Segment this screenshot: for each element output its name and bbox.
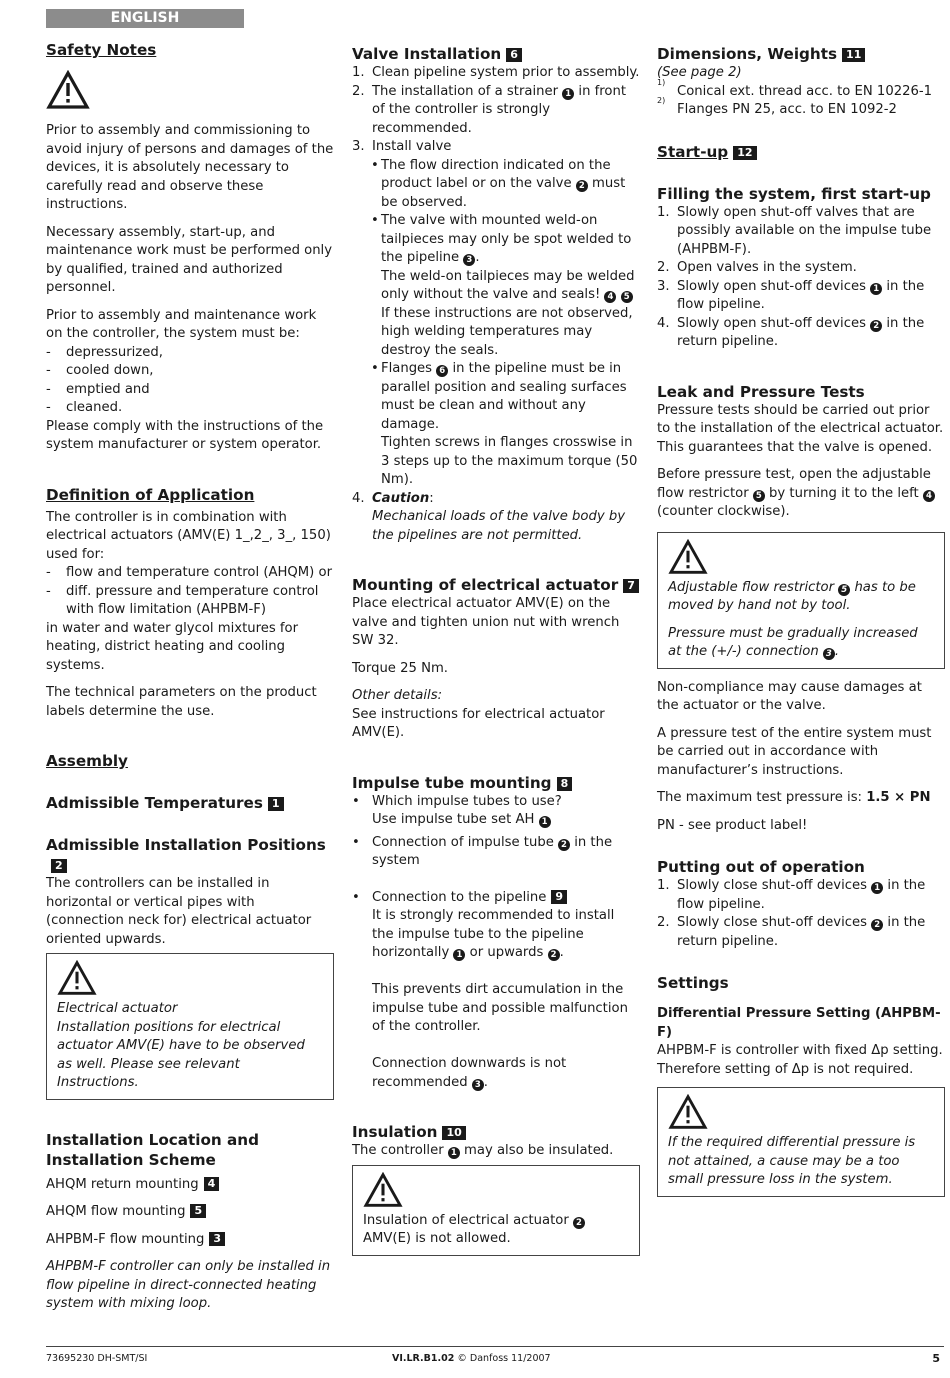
warning-icon [668, 539, 708, 575]
impulse-tube-heading: Impulse tube mounting 8 [352, 773, 640, 793]
callout-1: 1 [871, 882, 883, 894]
list-item: - depressurized, [46, 344, 163, 360]
safety-paragraph-1: Prior to assembly and commissioning to avoid injury of persons and damages of the devices, it is absolutely necessary to carefully read and observe these instructions. [46, 123, 334, 212]
figure-number: 9 [551, 890, 567, 904]
callout-1: 1 [562, 88, 574, 100]
temperatures-heading: Admissible Temperatures 1 [46, 793, 334, 813]
callout-5: 5 [753, 490, 765, 502]
list-item: 4. Slowly open shut-off devices 2 in the return pipeline. [657, 315, 925, 349]
impulse-list [352, 793, 640, 1093]
figure-number: 4 [204, 1177, 220, 1191]
mounting-paragraph-1: Place electrical actuator AMV(E) on the valve and tighten union nut with wrench SW 32. [352, 596, 620, 648]
filling-heading: Filling the system, first start-up [657, 184, 931, 203]
leak-warning-line-2: Pressure must be gradually increased at the (+/-) connection 3 . [668, 625, 918, 659]
list-item: - cleaned. [46, 400, 123, 415]
mounting-other-label: Other details: [352, 688, 443, 703]
callout-6: 6 [436, 365, 448, 377]
warning-icon [668, 1094, 708, 1130]
insulation-heading: Insulation 10 [352, 1122, 640, 1142]
dp-setting-paragraph: AHPBM-F is controller with fixed Δp setting. Therefore setting of Δp is not required. [657, 1043, 943, 1077]
leak-warning-line-1: Adjustable flow restrictor 5 has to be moved by hand not by tool. [668, 579, 916, 613]
positions-heading: Admissible Installation Positions2 [46, 836, 326, 872]
figure-number: 5 [190, 1204, 206, 1218]
assembly-heading: Assembly [46, 752, 128, 770]
positions-warning-box [46, 953, 334, 1100]
mounting-actuator-heading: Mounting of electrical actuator 7 [352, 575, 640, 595]
list-item: - diff. pressure and temperature control with flow limitation (AHPBM-F) [46, 583, 319, 617]
safety-paragraph-2: Necessary assembly, start-up, and maintenance work must be performed only by qualified, trained and authorized personnel. [46, 224, 333, 295]
list-item: 2. Slowly close shut-off devices 2 in the return pipeline. [657, 915, 926, 949]
list-item: 1. Slowly close shut-off devices 1 in the flow pipeline. [657, 878, 926, 912]
column-3 [657, 40, 945, 1197]
definition-heading: Definition of Application [46, 485, 255, 504]
callout-2: 2 [548, 949, 560, 961]
list-item: • Connection of impulse tube 2 in the system [352, 834, 613, 868]
callout-5: 5 [838, 584, 850, 596]
footer-doc-code: 73695230 DH-SMT/SI [46, 1353, 148, 1364]
footer-divider [46, 1346, 944, 1347]
location-heading: Installation Location and Installation Scheme [46, 1130, 259, 1169]
warning-icon [57, 960, 97, 996]
leak-paragraph-6: PN - see product label! [657, 817, 808, 833]
positions-paragraph: The controllers can be installed in horizontal or vertical pipes with (connection neck for) electrical actuator oriented upwards. [46, 876, 312, 947]
dimensions-note-1: 1) Conical ext. thread acc. to EN 10226-1 [657, 77, 933, 99]
figure-number: 8 [557, 777, 573, 791]
figure-number: 1 [268, 797, 284, 811]
dimensions-note-2: 2) Flanges PN 25, acc. to EN 1092-2 [657, 96, 897, 117]
leak-paragraph-5: The maximum test pressure is: 1.5 × PN [657, 790, 931, 805]
definition-paragraph-3: The technical parameters on the product labels determine the use. [46, 685, 317, 719]
insulation-paragraph: The controller 1 may also be insulated. [352, 1143, 614, 1158]
definition-paragraph-2: in water and water glycol mixtures for heating, district heating and cooling systems. [46, 620, 299, 673]
callout-1: 1 [870, 283, 882, 295]
callout-3: 3 [463, 254, 475, 266]
mounting-paragraph-2: Torque 25 Nm. [352, 660, 448, 676]
list-item: - emptied and [46, 381, 150, 397]
safety-list [46, 344, 334, 418]
list-item: 3. Slowly open shut-off devices 1 in the flow pipeline. [657, 278, 925, 312]
dp-warning-text: If the required differential pressure is not attained, a cause may be a too small pressure loss in the system. [668, 1135, 916, 1187]
warning-icon [46, 70, 90, 110]
insulation-warning-text: Insulation of electrical actuator 2 AMV(E) is not allowed. [363, 1212, 629, 1249]
leak-tests-heading: Leak and Pressure Tests [657, 382, 865, 401]
list-item: • Flanges 6 in the pipeline must be in parallel position and sealing surfaces must be clean and without any damage. Tighten screws in flanges crosswise in 3 steps up to the maximum torque (50 Nm). [371, 361, 638, 487]
location-item-3: AHPBM-F flow mounting 3 [46, 1231, 334, 1250]
callout-3: 3 [472, 1079, 484, 1091]
dimensions-heading: Dimensions, Weights 11 [657, 44, 945, 64]
leak-paragraph-1: Pressure tests should be carried out prior to the installation of the electrical actuator. This guarantees that the valve is opened. [657, 402, 944, 455]
insulation-warning-box [352, 1165, 640, 1256]
list-item: • The valve with mounted weld-on tailpieces may only be spot welded to the pipeline 3 . The weld-on tailpieces may be welded only without the valve and seals! 4 5 If these instructions are not observed, high welding temperatures may destroy the seals. [371, 213, 635, 358]
list-item: • The flow direction indicated on the product label or on the valve 2 must be observed. [371, 157, 626, 210]
location-item-1: AHQM return mounting 4 [46, 1176, 334, 1195]
callout-5: 5 [621, 291, 633, 303]
figure-number: 10 [442, 1126, 465, 1140]
valve-installation-heading: Valve Installation 6 [352, 44, 640, 64]
list-item: • Which impulse tubes to use? Use impulse tube set AH 1 [352, 793, 562, 827]
dp-warning-box [657, 1087, 945, 1197]
figure-number: 12 [733, 146, 756, 160]
callout-1: 1 [448, 1147, 460, 1159]
valve-bullets [352, 157, 640, 490]
dimensions-see-page: (See page 2) [657, 65, 742, 80]
leak-paragraph-4: A pressure test of the entire system must be carried out in accordance with manufacturer’s instructions. [657, 725, 932, 778]
putting-out-heading: Putting out of operation [657, 858, 865, 876]
leak-paragraph-2: Before pressure test, open the adjustable flow restrictor 5 by turning it to the left 4 (counter clockwise). [657, 466, 945, 522]
safety-notes-heading: Safety Notes [46, 41, 157, 59]
list-item: 2. The installation of a strainer 1 in front of the controller is strongly recommended. [352, 83, 627, 136]
callout-4: 4 [923, 490, 935, 502]
column-1 [46, 40, 334, 1314]
valve-steps [352, 64, 640, 157]
safety-paragraph-4: Please comply with the instructions of the system manufacturer or system operator. [46, 418, 324, 452]
dp-setting-heading: Differential Pressure Setting (AHPBM-F) [657, 1006, 941, 1040]
list-item: - cooled down, [46, 363, 154, 378]
putting-out-steps [657, 877, 945, 951]
figure-number: 2 [51, 859, 67, 873]
callout-2: 2 [576, 180, 588, 192]
footer-copyright: VI.LR.B1.02 © Danfoss 11/2007 [392, 1353, 551, 1364]
callout-2: 2 [870, 320, 882, 332]
list-item: 2. Open valves in the system. [657, 260, 857, 275]
page-number: 5 [932, 1352, 940, 1365]
list-item: 3. Install valve [352, 139, 452, 154]
list-item: - flow and temperature control (AHQM) or [46, 565, 333, 580]
startup-heading: Start-up 12 [657, 142, 945, 162]
location-note: AHPBM-F controller can only be installed in flow pipeline in direct-connected heating system with mixing loop. [46, 1259, 331, 1311]
callout-2: 2 [573, 1217, 585, 1229]
callout-2: 2 [558, 839, 570, 851]
callout-4: 4 [604, 291, 616, 303]
positions-warning-line-2: Installation positions for electrical actuator AMV(E) have to be observed as well. Please see relevant Instructions. [57, 1019, 305, 1090]
definition-list [46, 564, 334, 620]
list-item: 4. Caution: Mechanical loads of the valve body by the pipelines are not permitted. [352, 490, 626, 543]
column-2 [352, 40, 640, 1256]
callout-3: 3 [823, 648, 835, 660]
leak-warning-box [657, 532, 945, 669]
leak-paragraph-3: Non-compliance may cause damages at the actuator or the valve. [657, 679, 922, 713]
list-item: • Connection to the pipeline 9 It is strongly recommended to install the impulse tube to the pipeline horizontally 1 or upwards 2 . This prevents dirt accumulation in the impulse tube and possible malfunction of the controller. Connection downwards is not recommended 3 . [352, 889, 628, 1090]
filling-steps [657, 204, 945, 352]
positions-warning-line-1: Electrical actuator [57, 1001, 178, 1016]
safety-paragraph-3: Prior to assembly and maintenance work on the controller, the system must be: [46, 307, 317, 341]
callout-1: 1 [453, 949, 465, 961]
settings-heading: Settings [657, 974, 729, 992]
callout-2: 2 [871, 919, 883, 931]
location-item-2: AHQM flow mounting 5 [46, 1203, 334, 1222]
warning-icon [363, 1172, 403, 1208]
valve-caution [352, 490, 640, 546]
list-item: 1. Clean pipeline system prior to assembly. [352, 65, 640, 80]
definition-paragraph-1: The controller is in combination with electrical actuators (AMV(E) 1_,2_, 3_, 150) used for: [46, 509, 331, 562]
callout-1: 1 [539, 816, 551, 828]
figure-number: 11 [842, 48, 865, 62]
figure-number: 3 [209, 1232, 225, 1246]
figure-number: 7 [623, 579, 639, 593]
list-item: 1. Slowly open shut-off valves that are possibly available on the impulse tube (AHPBM-F). [657, 204, 932, 257]
figure-number: 6 [506, 48, 522, 62]
language-tab: ENGLISH [46, 9, 244, 28]
mounting-paragraph-3: See instructions for electrical actuator AMV(E). [352, 706, 605, 740]
